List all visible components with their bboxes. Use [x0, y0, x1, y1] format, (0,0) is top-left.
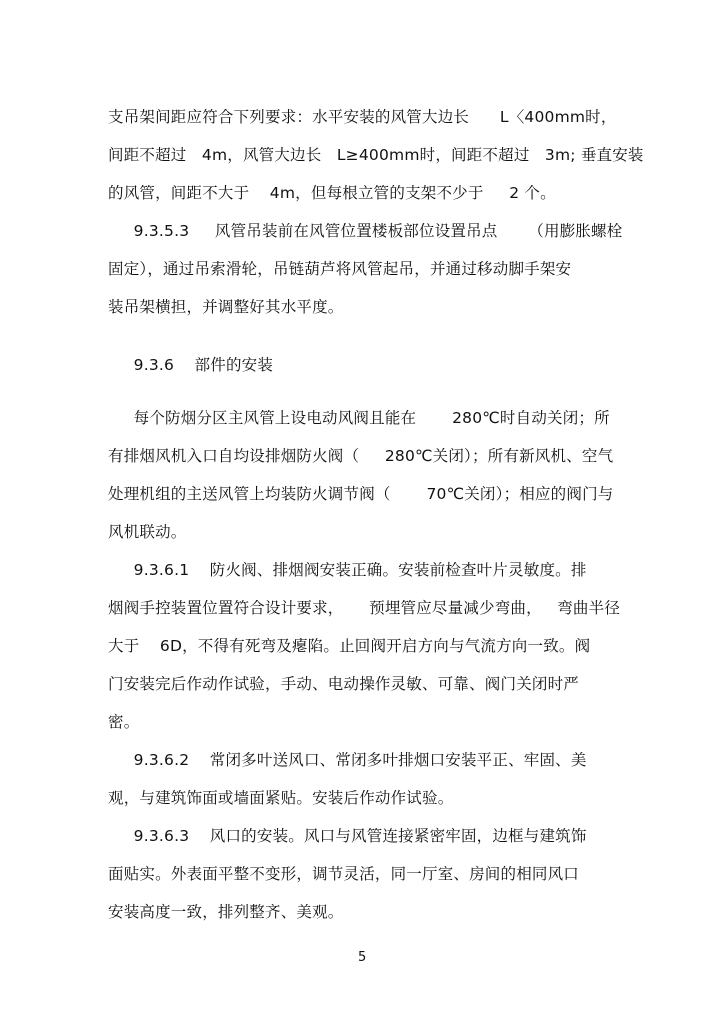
- text-line: 观，与建筑饰面或墙面紧贴。安装后作动作试验。: [108, 789, 454, 807]
- text-line: 9.3.6.2 常闭多叶送风口、常闭多叶排烟口安装平正、牢固、美: [108, 751, 587, 769]
- text-line: 面贴实。外表面平整不变形，调节灵活，同一厅室、房间的相同风口: [108, 865, 580, 883]
- text-line: 支吊架间距应符合下列要求：水平安装的风管大边长 L〈400mm时，: [108, 108, 617, 126]
- text-line: 装吊架横担，并调整好其水平度。: [108, 298, 344, 316]
- text-line: 固定），通过吊索滑轮，吊链葫芦将风管起吊，并通过移动脚手架安: [108, 260, 572, 278]
- text-line: 风机联动。: [108, 523, 187, 541]
- text-line: 9.3.5.3 风管吊装前在风管位置楼板部位设置吊点 （用膨胀螺栓: [108, 222, 623, 240]
- text-line: 9.3.6.3 风口的安装。风口与风管连接紧密牢固，边框与建筑饰: [108, 827, 587, 845]
- text-line: 门安装完后作动作试验，手动、电动操作灵敏、可靠、阀门关闭时严: [108, 675, 580, 693]
- text-line: 大于 6D，不得有死弯及瘪陷。止回阀开启方向与气流方向一致。阀: [108, 637, 591, 655]
- text-line: 9.3.6.1 防火阀、排烟阀安装正确。安装前检查叶片灵敏度。排: [108, 561, 587, 579]
- text-line: 的风管，间距不大于 4m，但每根立管的支架不少于 2 个。: [108, 184, 556, 202]
- text-line: 间距不超过 4m，风管大边长 L≥400mm时，间距不超过 3m; 垂直安装: [108, 146, 644, 164]
- text-line: 有排烟风机入口自均设排烟防火阀（ 280℃关闭）；所有新风机、空气: [108, 447, 614, 465]
- section-heading: 9.3.6 部件的安装: [108, 356, 274, 374]
- text-line: 每个防烟分区主风管上设电动风阀且能在 280℃时自动关闭；所: [108, 409, 610, 427]
- page-number: 5: [358, 950, 367, 965]
- text-line: 处理机组的主送风管上均装防火调节阀（ 70℃关闭）；相应的阀门与: [108, 485, 614, 503]
- text-line: 安装高度一致，排列整齐、美观。: [108, 903, 344, 921]
- text-line: 密。: [108, 713, 140, 731]
- text-line: 烟阀手控装置位置符合设计要求， 预埋管应尽量减少弯曲， 弯曲半径: [108, 599, 621, 617]
